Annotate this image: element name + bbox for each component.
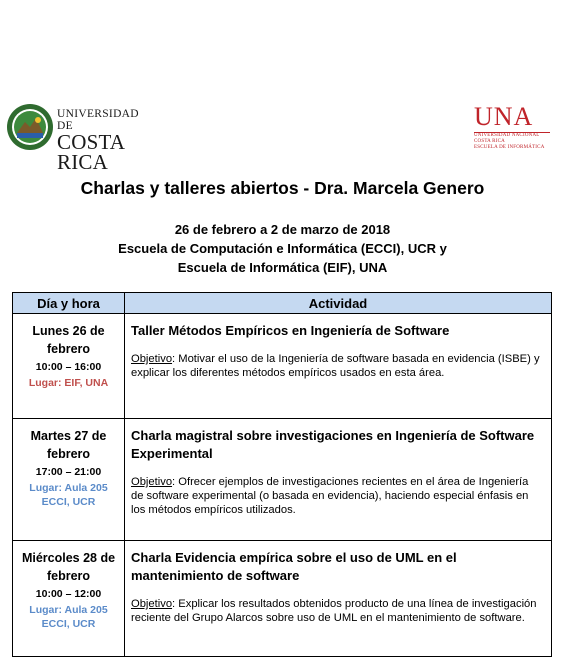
day-cell [13, 419, 125, 541]
day-label-month: febrero [46, 447, 91, 461]
una-logo-sub2: COSTA RICA [474, 139, 505, 144]
place-label-building: ECCI, UCR [41, 618, 96, 630]
time-label: 17:00 – 21:00 [35, 466, 102, 478]
schedule-table [12, 292, 552, 657]
day-cell [13, 314, 125, 419]
table-row [13, 541, 552, 657]
table-row [13, 314, 552, 419]
place-label: Lugar: Aula 205 [29, 482, 108, 494]
place-label: Lugar: EIF, UNA [28, 377, 109, 389]
activity-cell [125, 541, 552, 657]
page-title: Charlas y talleres abiertos - Dra. Marcela Genero [80, 178, 485, 198]
ucr-logo-line1: UNIVERSIDAD DE [57, 108, 139, 132]
activity-objective [131, 597, 543, 625]
column-header-activity: Actividad [125, 293, 552, 314]
day-cell [13, 541, 125, 657]
table-header-row [13, 293, 552, 314]
objective-text: : Motivar el uso de la Ingeniería de software basada en evidencia (ISBE) y explicar los diferentes métodos empíricos usados en esta área. [131, 353, 540, 379]
ucr-logo-line2: COSTA RICA [57, 130, 125, 174]
time-label: 10:00 – 12:00 [35, 588, 102, 600]
day-label-month: febrero [46, 342, 91, 356]
objective-text: : Explicar los resultados obtenidos producto de una línea de investigación reciente del Grupo Alarcos sobre uso de UML en el mantenimiento de software. [131, 598, 537, 624]
activity-title: Taller Métodos Empíricos en Ingeniería de Software [131, 323, 450, 338]
ucr-logo [5, 100, 155, 174]
una-logo [474, 104, 554, 152]
time-label: 10:00 – 16:00 [35, 361, 102, 373]
day-label: Martes 27 de [30, 429, 107, 443]
objective-label: Objetivo [131, 476, 173, 488]
activity-title: Charla Evidencia empírica sobre el uso de UML en el mantenimiento de software [131, 550, 457, 583]
table-row [13, 419, 552, 541]
objective-text: : Ofrecer ejemplos de investigaciones recientes en el área de Ingeniería de software experimental (o basada en evidencia), haciendo especial énfasis en los métodos empíricos utilizados. [131, 476, 529, 516]
place-label-building: ECCI, UCR [41, 496, 96, 508]
column-header-day: Día y hora [13, 293, 125, 314]
objective-label: Objetivo [131, 353, 173, 365]
subtitle-dates: 26 de febrero a 2 de marzo de 2018 [174, 222, 391, 237]
subtitle-school-una: Escuela de Informática (EIF), UNA [177, 260, 388, 275]
day-label: Lunes 26 de [32, 324, 105, 338]
day-label: Miércoles 28 de [21, 551, 116, 565]
una-logo-word: UNA [474, 102, 534, 131]
activity-cell [125, 314, 552, 419]
page-subtitle [0, 220, 565, 277]
activity-title: Charla magistral sobre investigaciones en Ingeniería de Software Experimental [131, 428, 535, 461]
activity-objective [131, 475, 543, 517]
objective-label: Objetivo [131, 598, 173, 610]
day-label-month: febrero [46, 569, 91, 583]
ucr-seal-icon [5, 100, 55, 154]
subtitle-school-ucr: Escuela de Computación e Informática (ECCI), UCR y [118, 241, 447, 256]
activity-cell [125, 419, 552, 541]
una-logo-sub3: ESCUELA DE INFORMÁTICA [474, 145, 545, 150]
activity-objective [131, 352, 543, 380]
una-logo-sub1: UNIVERSIDAD NACIONAL [474, 133, 540, 138]
place-label: Lugar: Aula 205 [29, 604, 108, 616]
